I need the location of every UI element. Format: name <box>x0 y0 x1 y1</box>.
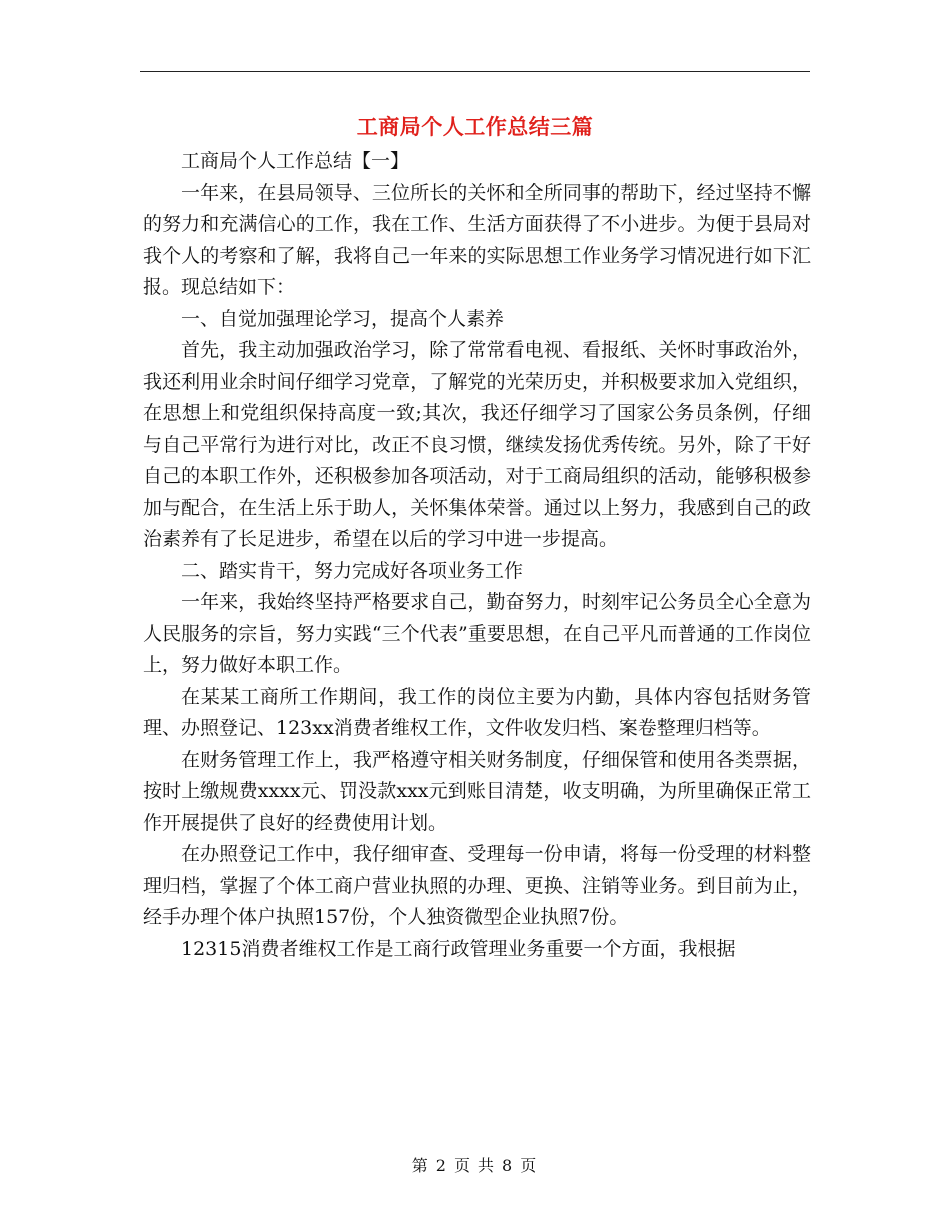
footer-current-page: 2 <box>435 1156 448 1175</box>
document-title: 工商局个人工作总结三篇 <box>356 115 594 139</box>
footer-prefix: 第 <box>411 1156 430 1175</box>
paragraph: 12315消费者维权工作是工商行政管理业务重要一个方面，我根据 <box>181 937 736 960</box>
footer-page-unit: 页 <box>453 1156 472 1175</box>
paragraph: 一年来，在县局领导、三位所长的关怀和全所同事的帮助下，经过坚持不懈的努力和充满信心的工作，我在工作、生活方面获得了不小进步。为便于县局对我个人的考察和了解，我将自己一年来的实际思想工作业务学习情况进行如下汇报。现总结如下： <box>143 181 811 298</box>
paragraph: 一年来，我始终坚持严格要求自己，勤奋努力，时刻牢记公务员全心全意为人民服务的宗旨，努力实践“三个代表”重要思想，在自己平凡而普通的工作岗位上，努力做好本职工作。 <box>143 591 811 676</box>
paragraph: 在办照登记工作中，我仔细审查、受理每一份申请，将每一份受理的材料整理归档，掌握了个体工商户营业执照的办理、更换、注销等业务。到目前为止，经手办理个体户执照157份，个人独资微型企业执照7份。 <box>143 843 811 928</box>
document-body <box>143 146 811 965</box>
footer-total-unit: 页 <box>520 1156 539 1175</box>
footer-total-pages: 8 <box>502 1156 515 1175</box>
paragraph: 首先，我主动加强政治学习，除了常常看电视、看报纸、关怀时事政治外，我还利用业余时间仔细学习党章，了解党的光荣历史，并积极要求加入党组织，在思想上和党组织保持高度一致;其次，我还仔细学习了国家公务员条例，仔细与自己平常行为进行对比，改正不良习惯，继续发扬优秀传统。另外，除了干好自己的本职工作外，还积极参加各项活动，对于工商局组织的活动，能够积极参加与配合，在生活上乐于助人，关怀集体荣誉。通过以上努力，我感到自己的政治素养有了长足进步，希望在以后的学习中进一步提高。 <box>143 339 811 550</box>
paragraph: 在某某工商所工作期间，我工作的岗位主要为内勤，具体内容包括财务管理、办照登记、123xx消费者维权工作，文件收发归档、案卷整理归档等。 <box>143 685 811 739</box>
footer-total-prefix: 共 <box>478 1156 497 1175</box>
header-rule <box>140 71 810 72</box>
section-heading-1: 工商局个人工作总结【一】 <box>181 150 410 172</box>
subsection-heading: 一、自觉加强理论学习，提高个人素养 <box>181 307 505 330</box>
page-footer <box>0 1153 950 1176</box>
subsection-heading: 二、踏实肯干，努力完成好各项业务工作 <box>181 559 524 582</box>
paragraph: 在财务管理工作上，我严格遵守相关财务制度，仔细保管和使用各类票据，按时上缴规费xxxx元、罚没款xxx元到账目清楚，收支明确，为所里确保正常工作开展提供了良好的经费使用计划。 <box>143 748 811 834</box>
